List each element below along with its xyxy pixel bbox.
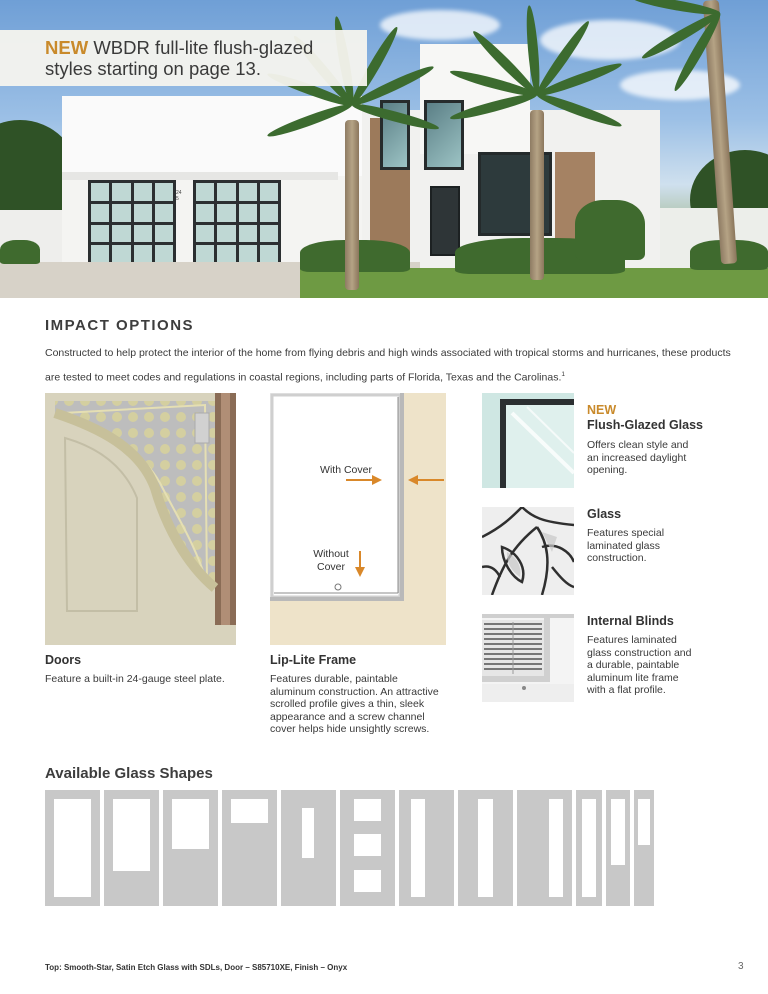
frame-desc-line: scrolled profile gives a thin, sleek — [270, 698, 425, 710]
frame-desc-line: aluminum construction. An attractive — [270, 685, 439, 698]
glass-description — [587, 527, 664, 565]
without-cover-line-1: Without — [313, 548, 349, 560]
page-number: 3 — [738, 961, 744, 972]
flush-desc-line: opening. — [587, 464, 628, 476]
glass-shape-narrow-center-lite — [281, 790, 336, 906]
blinds-desc-line: aluminum lite frame — [587, 671, 679, 684]
garage-overhang — [62, 172, 338, 180]
glass-shape-full-lite — [45, 790, 100, 906]
glass-shape-right-full-lite — [517, 790, 572, 906]
frame-desc-line: cover helps hide unsightly screws. — [270, 723, 430, 735]
glass-shape-narrow-full-lite — [399, 790, 454, 906]
doors-description: Feature a built-in 24-gauge steel plate. — [45, 673, 225, 685]
palm-trunk — [345, 120, 359, 290]
shrub — [575, 200, 645, 260]
lip-lite-frame-figure — [270, 393, 446, 645]
glass-desc-line: construction. — [587, 552, 647, 564]
flush-glazed-glass-illustration — [482, 393, 574, 488]
callout-text-1: WBDR full-lite flush-glazed — [93, 37, 314, 58]
frame-desc-line: appearance and a screw channel — [270, 710, 425, 723]
hero-photo — [0, 0, 768, 298]
glass-shape-sidelite-half — [634, 790, 654, 906]
callout-line-1 — [45, 37, 367, 58]
garage-door-left — [88, 180, 176, 266]
glass-shape-center-full-lite — [458, 790, 513, 906]
photo-caption: Top: Smooth-Star, Satin Etch Glass with SDLs, Door – S85710XE, Finish – Onyx — [45, 963, 348, 972]
without-cover-line-2: Cover — [316, 560, 345, 573]
glass-shape-three-lite — [340, 790, 395, 906]
with-cover-label: With Cover — [320, 464, 372, 476]
glass-shape-sidelite-full — [576, 790, 602, 906]
lip-lite-frame-description — [270, 673, 439, 736]
callout-new-label: NEW — [45, 37, 89, 58]
flush-desc-line: Offers clean style and — [587, 439, 689, 451]
flush-desc-line: an increased daylight — [587, 451, 687, 464]
lip-lite-frame-illustration — [270, 393, 446, 645]
front-door — [430, 186, 460, 256]
glass-shape-half-lite — [163, 790, 218, 906]
internal-blinds-title: Internal Blinds — [587, 614, 674, 628]
internal-blinds-illustration — [482, 614, 574, 702]
without-cover-label — [296, 548, 366, 573]
frame-desc-line: Features durable, paintable — [270, 673, 398, 685]
internal-blinds-description — [587, 634, 691, 697]
glass-shape-sidelite-three-quarter — [606, 790, 630, 906]
glass-title: Glass — [587, 507, 622, 521]
flush-glazed-title: Flush-Glazed Glass — [587, 418, 704, 432]
hedge — [0, 240, 40, 264]
house-number: 245 — [176, 190, 182, 202]
glass-shapes-heading: Available Glass Shapes — [45, 765, 213, 782]
blinds-desc-line: a durable, paintable — [587, 659, 680, 671]
flush-glazed-description — [587, 439, 688, 477]
blinds-desc-line: Features laminated — [587, 634, 677, 646]
palm-trunk — [530, 110, 544, 280]
door-cutaway-figure — [45, 393, 236, 645]
glass-shape-quarter-lite — [222, 790, 277, 906]
blinds-desc-line: with a flat profile. — [587, 684, 666, 696]
door-cutaway-illustration — [45, 393, 236, 645]
garage-door-right — [193, 180, 281, 266]
house-garage-parapet — [62, 96, 362, 176]
impact-intro-text: Constructed to help protect the interior of the home from flying debris and high winds associated with tropical storms and hurricanes, these products are tested to meet codes and regulations in coastal regions, including parts of Florida, Texas and the Carolinas. — [45, 347, 731, 384]
internal-blinds-figure — [482, 614, 574, 702]
doors-title: Doors — [45, 653, 82, 667]
impact-options-heading: IMPACT OPTIONS — [45, 317, 195, 334]
flush-glazed-new-label: NEW — [587, 403, 617, 417]
glass-desc-line: Features special — [587, 527, 665, 539]
window — [424, 100, 464, 170]
flush-glazed-glass-figure — [482, 393, 574, 488]
glass-desc-line: laminated glass — [587, 539, 660, 552]
lip-lite-frame-title: Lip-Lite Frame — [270, 653, 357, 667]
impact-footnote: 1 — [561, 371, 565, 378]
decorative-glass-illustration — [482, 507, 574, 595]
new-styles-callout — [0, 30, 367, 86]
blinds-desc-line: glass construction and — [587, 646, 692, 659]
glass-shape-three-quarter-lite — [104, 790, 159, 906]
impact-intro — [45, 342, 735, 389]
decorative-glass-figure — [482, 507, 574, 595]
glass-shapes-row — [45, 790, 655, 906]
callout-line-2: styles starting on page 13. — [45, 58, 261, 79]
